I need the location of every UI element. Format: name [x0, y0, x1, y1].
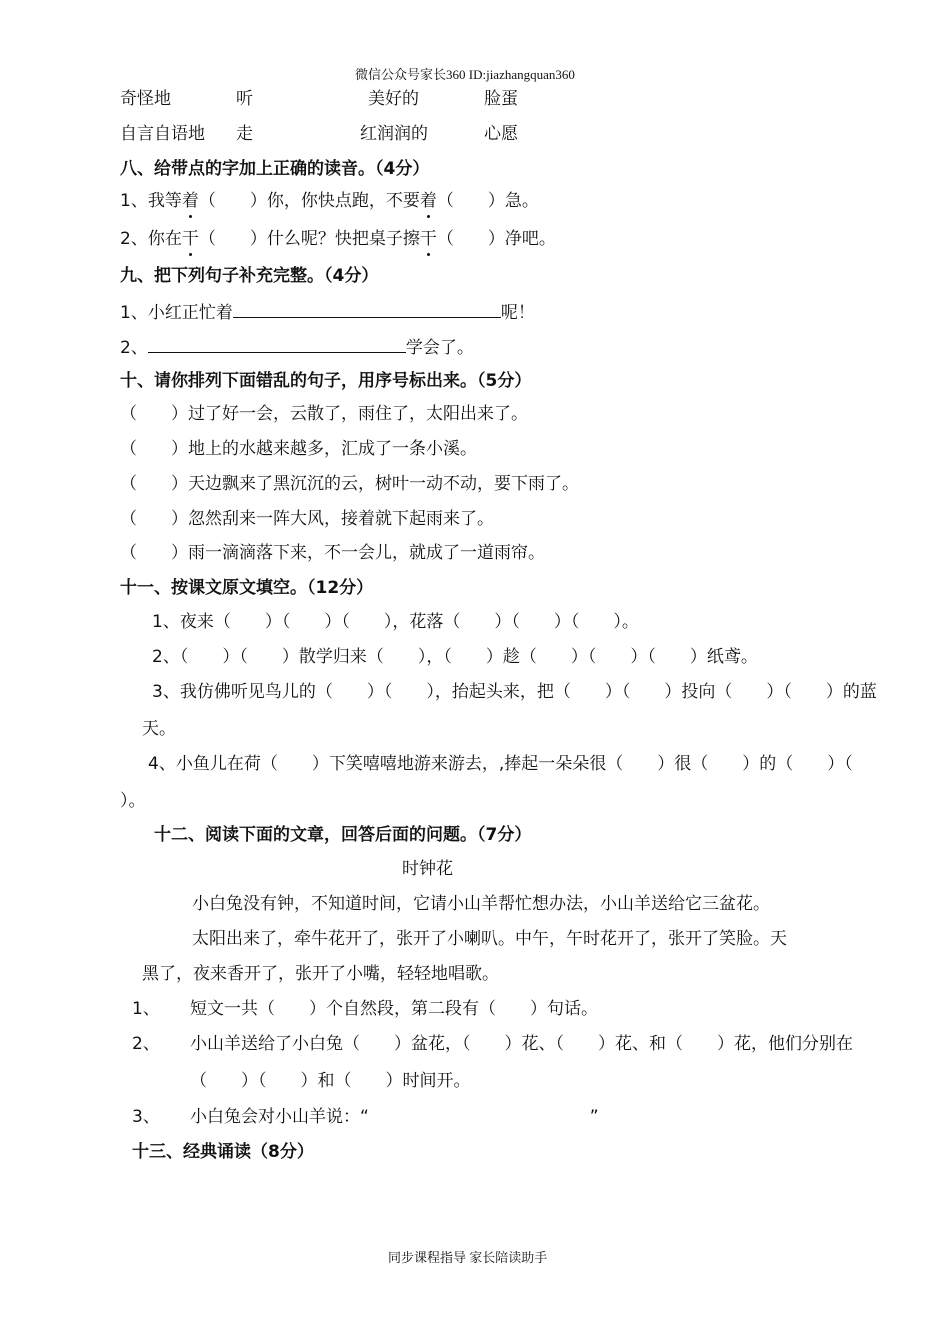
- s12-q3-text: 小白兔会对小山羊说：“ ”: [190, 1107, 599, 1127]
- section-8-title: 八、给带点的字加上正确的读音。（4分）: [120, 159, 430, 179]
- word-mid-2: 走: [236, 124, 253, 144]
- word-left-2: 自言自语地: [120, 124, 205, 144]
- s12-q2-number: 2、: [132, 1034, 160, 1054]
- s8-q1-dotted-2: 着: [419, 191, 437, 211]
- section-10-title: 十、请你排列下面错乱的句子，用序号标出来。（5分）: [120, 371, 532, 391]
- s11-question-2: 2、（ ）（ ）散学归来（ ），（ ）趁（ ）（ ）（ ）纸鸢。: [152, 647, 758, 667]
- s8-q2-b: （ ）什么呢？快把桌子擦: [198, 229, 420, 249]
- s8-q1-a: 1、我等: [120, 191, 182, 211]
- word-right-2: 红润润的: [360, 124, 428, 144]
- s10-item-4: （ ）忽然刮来一阵大风，接着就下起雨来了。: [120, 509, 494, 529]
- s11-question-4a: 4、小鱼儿在荷（ ）下笑嘻嘻地游来游去，,捧起一朵朵很（ ）很（ ）的（ ）（: [148, 754, 853, 774]
- s8-q2-c: （ ）净吧。: [436, 229, 556, 249]
- header-watermark: 微信公众号家长360 ID:jiazhangquan360: [355, 67, 575, 82]
- s8-question-2: [120, 228, 556, 250]
- s12-q3-number: 3、: [132, 1107, 160, 1127]
- s9-q1-blank[interactable]: [233, 301, 501, 318]
- s8-question-1: [120, 190, 539, 212]
- s12-q2-text-b: （ ）（ ）和（ ）时间开。: [190, 1071, 471, 1091]
- s9-q2-b: 学会了。: [405, 338, 474, 358]
- word-far-1: 脸蛋: [484, 89, 518, 109]
- word-left-1: 奇怪地: [120, 89, 171, 109]
- section-9-title: 九、把下列句子补充完整。（4分）: [120, 266, 379, 286]
- s8-q2-dotted-2: 干: [419, 229, 437, 249]
- section-13-title: 十三、经典诵读（8分）: [132, 1142, 314, 1162]
- s9-question-1: [120, 301, 535, 324]
- s10-item-3: （ ）天边飘来了黑沉沉的云，树叶一动不动，要下雨了。: [120, 474, 579, 494]
- s8-q2-dotted-1: 干: [181, 229, 199, 249]
- s8-q2-a: 2、你在: [120, 229, 182, 249]
- s8-q1-dotted-1: 着: [181, 191, 199, 211]
- word-right-1: 美好的: [368, 89, 419, 109]
- s11-question-3a: 3、我仿佛听见鸟儿的（ ）（ ），抬起头来，把（ ）（ ）投向（ ）（ ）的蓝: [152, 682, 877, 702]
- s8-q1-b: （ ）你，你快点跑，不要: [198, 191, 420, 211]
- s10-item-5: （ ）雨一滴滴落下来，不一会儿，就成了一道雨帘。: [120, 543, 545, 563]
- story-paragraph-2a: 太阳出来了，牵牛花开了，张开了小喇叭。中午，午时花开了，张开了笑脸。天: [192, 929, 787, 949]
- s12-q1-number: 1、: [132, 999, 160, 1019]
- word-far-2: 心愿: [484, 124, 518, 144]
- s8-q1-c: （ ）急。: [436, 191, 539, 211]
- word-mid-1: 听: [236, 89, 253, 109]
- s9-q1-a: 1、小红正忙着: [120, 303, 233, 323]
- s9-question-2: [120, 336, 474, 359]
- section-12-title: 十二、阅读下面的文章，回答后面的问题。（7分）: [154, 825, 532, 845]
- s10-item-1: （ ）过了好一会，云散了，雨住了，太阳出来了。: [120, 404, 528, 424]
- s11-question-4b: ）。: [120, 791, 146, 811]
- section-11-title: 十一、按课文原文填空。（12分）: [120, 578, 374, 598]
- s9-q2-a: 2、: [120, 338, 148, 358]
- s12-q1-text: 短文一共（ ）个自然段，第二段有（ ）句话。: [190, 999, 598, 1019]
- footer-text: 同步课程指导 家长陪读助手: [388, 1250, 548, 1265]
- s12-q2-text: 小山羊送给了小白兔（ ）盆花，（ ）花、（ ）花、和（ ）花，他们分别在: [190, 1034, 853, 1054]
- s10-item-2: （ ）地上的水越来越多，汇成了一条小溪。: [120, 439, 477, 459]
- s9-q2-blank[interactable]: [148, 336, 406, 353]
- s11-question-3b: 天。: [142, 719, 176, 739]
- story-paragraph-2b: 黑了，夜来香开了，张开了小嘴，轻轻地唱歌。: [142, 964, 499, 984]
- s11-question-1: 1、夜来（ ）（ ）（ ），花落（ ）（ ）（ ）。: [152, 612, 639, 632]
- story-title: 时钟花: [402, 859, 453, 879]
- s9-q1-b: 呢！: [500, 303, 535, 323]
- story-paragraph-1: 小白兔没有钟，不知道时间，它请小山羊帮忙想办法，小山羊送给它三盆花。: [192, 894, 770, 914]
